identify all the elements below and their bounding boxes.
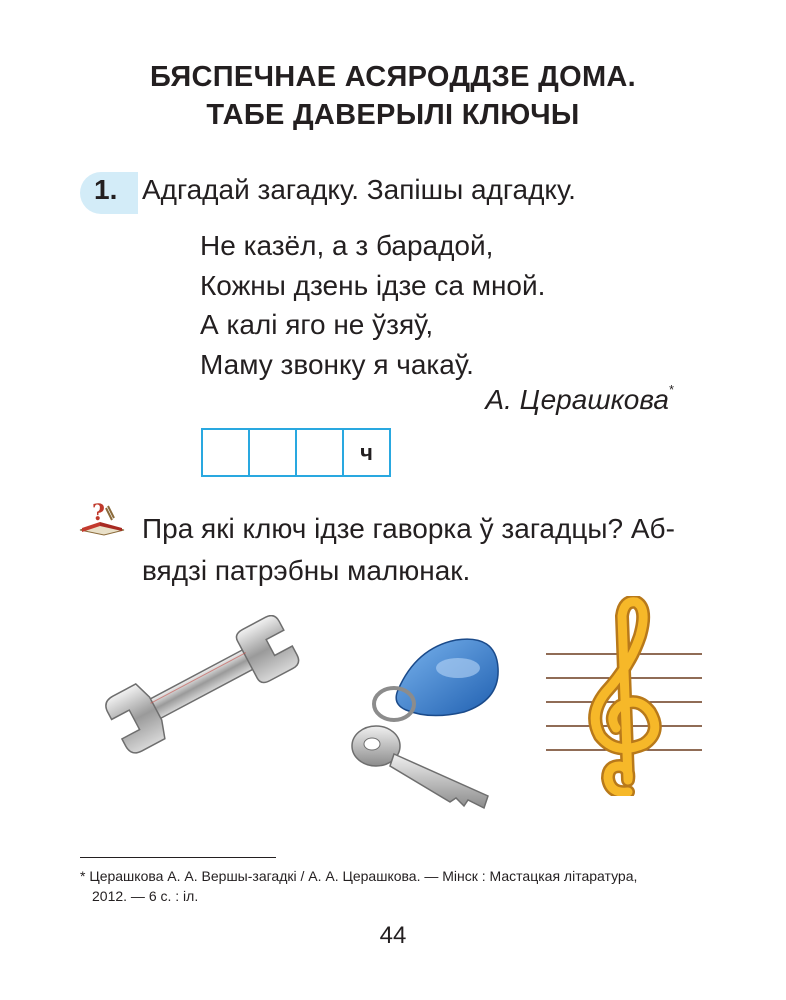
question-line-2: вядзі патрэбны малюнак. [142, 555, 471, 586]
footnote-line-1: * Церашкова А. А. Вершы-загадкі / А. А. Церашкова. — Мінск : Мастацкая літаратура, [80, 868, 638, 884]
title-line-1: БЯСПЕЧНАЕ АСЯРОДДЗЕ ДОМА. [149, 61, 636, 93]
answer-cell-2[interactable] [250, 430, 297, 475]
page-number: 44 [379, 922, 407, 949]
footnote-divider [80, 857, 276, 858]
svg-text:?: ? [92, 500, 105, 526]
poem-line: А калі яго не ўзяў, [200, 309, 434, 340]
riddle-poem [200, 226, 545, 384]
page-title [0, 58, 786, 134]
poem-author [485, 384, 674, 416]
author-name: А. Церашкова [485, 384, 669, 415]
answer-cell-1[interactable] [203, 430, 250, 475]
poem-line: Не казёл, а з барадой, [200, 230, 494, 261]
poem-line: Кожны дзень ідзе са мной. [200, 269, 546, 301]
wrench-image[interactable] [104, 615, 300, 755]
answer-cell-4[interactable]: ч [360, 439, 373, 465]
footnote [80, 866, 637, 906]
question-line-1: Пра які ключ ідзе гаворка ў загадцы? Аб- [142, 513, 675, 544]
treble-clef-image[interactable] [544, 596, 704, 796]
answer-cell-3[interactable] [297, 430, 344, 475]
task-instruction: Адгадай загадку. Запішы адгадку. [142, 174, 576, 205]
question-text [142, 508, 675, 592]
book-question-icon [78, 500, 126, 536]
task-number: 1. [94, 174, 118, 205]
title-line-2: ТАБЕ ДАВЕРЫЛІ КЛЮЧЫ [206, 99, 580, 131]
door-key-image[interactable] [346, 628, 500, 810]
answer-grid [201, 428, 391, 477]
footnote-line-2: 2012. — 6 с. : іл. [92, 888, 199, 904]
poem-line: Маму звонку я чакаў. [200, 348, 474, 380]
footnote-mark: * [668, 382, 674, 397]
